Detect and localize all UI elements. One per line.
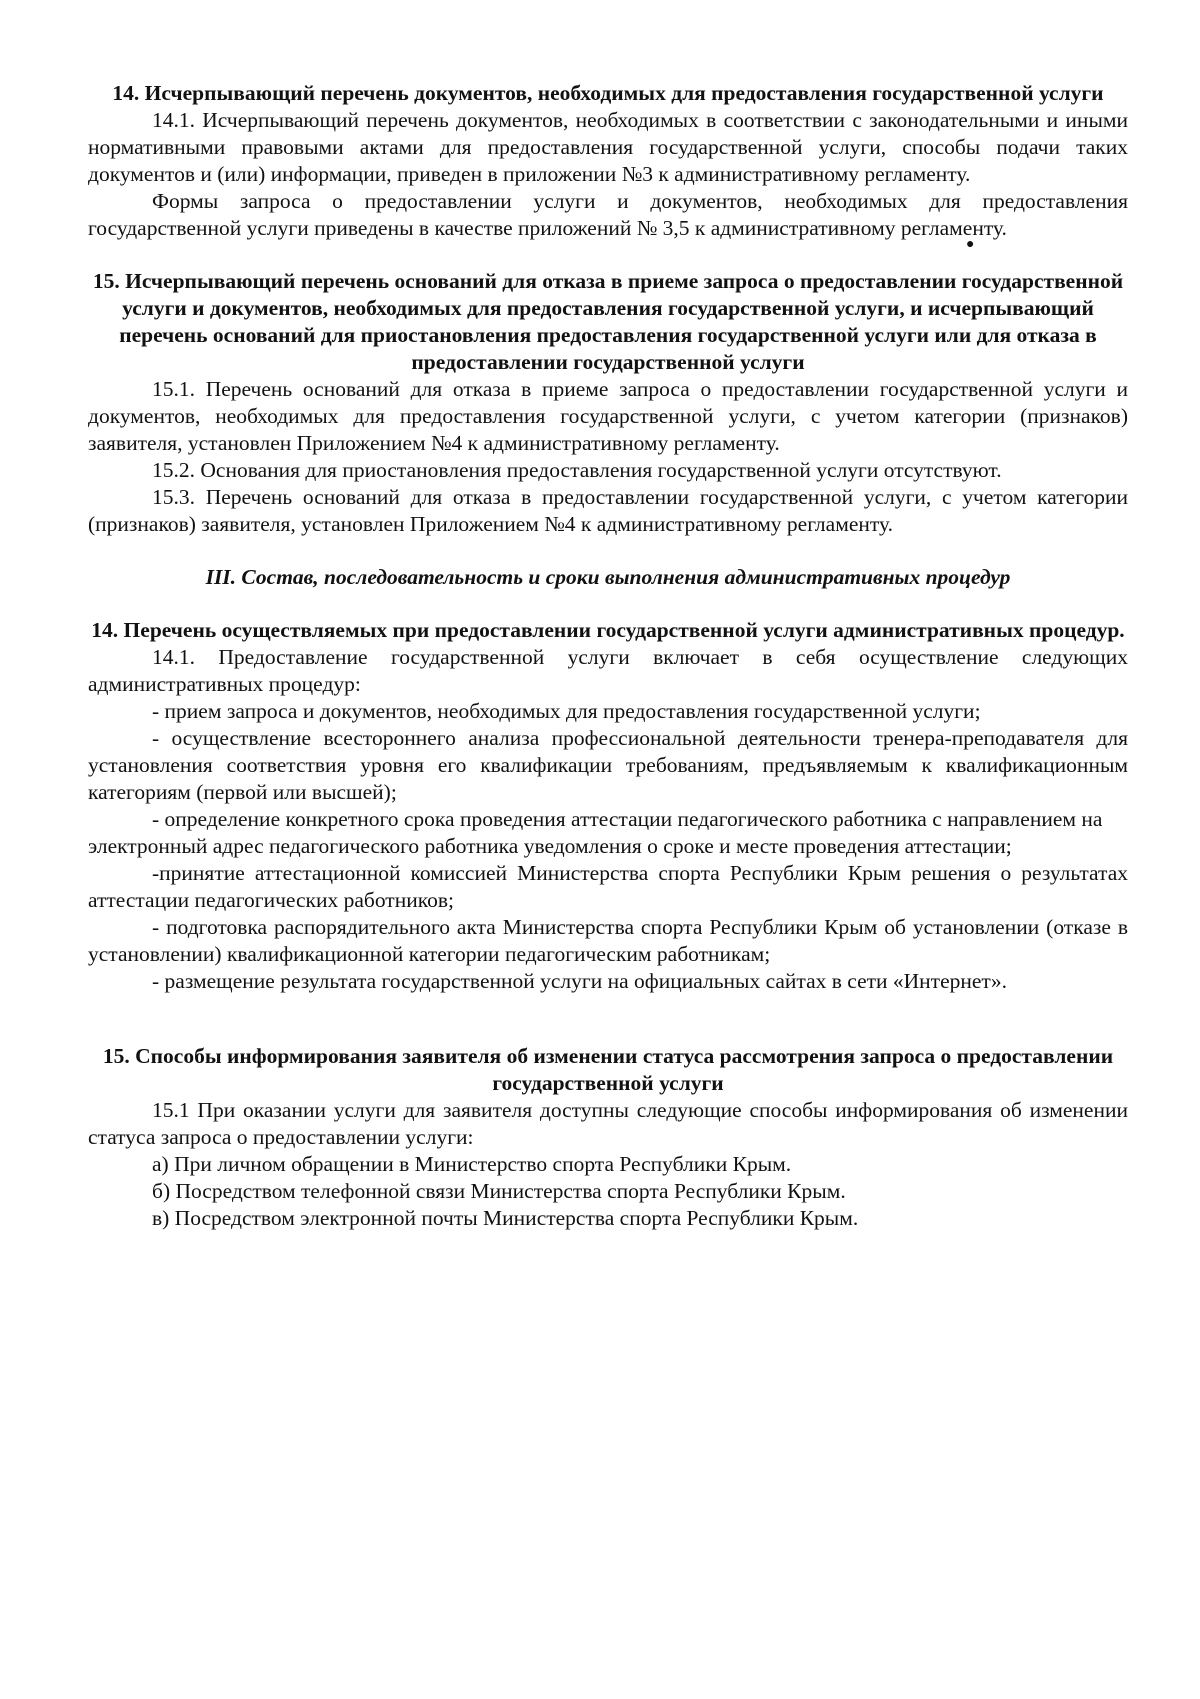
procedure-item: - прием запроса и документов, необходимых для предоставления государственной услуги;: [152, 699, 981, 723]
scan-speck-mark: ●: [966, 237, 975, 252]
chapter-3-heading: III. Состав, последовательность и сроки выполнения административных процедур: [205, 565, 1011, 589]
procedure-item: - определение конкретного срока проведения аттестации педагогического работника с направлением на электронный адрес педагогического работника уведомления о сроке и месте проведения аттестации;: [88, 807, 1103, 858]
paragraph-14-forms: Формы запроса о предоставлении услуги и документов, необходимых для предоставления государственной услуги приведены в качестве приложений № 3,5 к административному регламенту.: [88, 189, 1128, 240]
paragraph-15-3: 15.3. Перечень оснований для отказа в предоставлении государственной услуги, с учетом категории (признаков) заявителя, установлен Приложением №4 к административному регламенту.: [88, 485, 1128, 536]
procedure-item: - размещение результата государственной услуги на официальных сайтах в сети «Интернет».: [152, 969, 1007, 993]
section-14b-heading: 14. Перечень осуществляемых при предоставлении государственной услуги административных процедур.: [91, 618, 1125, 642]
inform-method-item: в) Посредством электронной почты Министерства спорта Республики Крым.: [152, 1206, 859, 1230]
procedure-item: - подготовка распорядительного акта Министерства спорта Республики Крым об установлении (отказе в установлении) квалификационной категории педагогическим работникам;: [88, 915, 1128, 966]
paragraph-14-1: 14.1. Исчерпывающий перечень документов, необходимых в соответствии с законодательными и иными нормативными правовыми актами для предоставления государственной услуги, способы подачи таких документов и (или) информации, приведен в приложении №3 к административному регламенту.: [88, 108, 1128, 186]
inform-method-item: б) Посредством телефонной связи Министерства спорта Республики Крым.: [152, 1179, 846, 1203]
paragraph-15-2: 15.2. Основания для приостановления предоставления государственной услуги отсутствуют.: [152, 458, 1002, 482]
procedure-item: -принятие аттестационной комиссией Министерства спорта Республики Крым решения о результатах аттестации педагогических работников;: [88, 861, 1128, 912]
paragraph-14b-1: 14.1. Предоставление государственной услуги включает в себя осуществление следующих административных процедур:: [88, 645, 1128, 696]
inform-method-item: а) При личном обращении в Министерство спорта Республики Крым.: [152, 1152, 792, 1176]
paragraph-15b-1: 15.1 При оказании услуги для заявителя доступны следующие способы информирования об изменении статуса запроса о предоставлении услуги:: [88, 1098, 1128, 1149]
procedure-item: - осуществление всестороннего анализа профессиональной деятельности тренера-преподавателя для установления соответствия уровня его квалификации требованиям, предъявляемым к квалификационным категориям (первой или высшей);: [88, 726, 1128, 804]
section-14-heading: 14. Исчерпывающий перечень документов, необходимых для предоставления государственной услуги: [112, 81, 1104, 105]
section-15-heading: 15. Исчерпывающий перечень оснований для отказа в приеме запроса о предоставлении государственной услуги и документов, необходимых для предоставления государственной услуги, и исчерпывающий перечень оснований для приостановления предоставления государственной услуги или для отказа в предоставлении государственной услуги: [92, 269, 1124, 374]
paragraph-15-1: 15.1. Перечень оснований для отказа в приеме запроса о предоставлении государственной услуги и документов, необходимых для предоставления государственной услуги, с учетом категории (признаков) заявителя, установлен Приложением №4 к административному регламенту.: [88, 377, 1128, 455]
section-15b-heading: 15. Способы информирования заявителя об изменении статуса рассмотрения запроса о предоставлении государственной услуги: [102, 1044, 1114, 1095]
document-page: [88, 80, 1128, 1232]
